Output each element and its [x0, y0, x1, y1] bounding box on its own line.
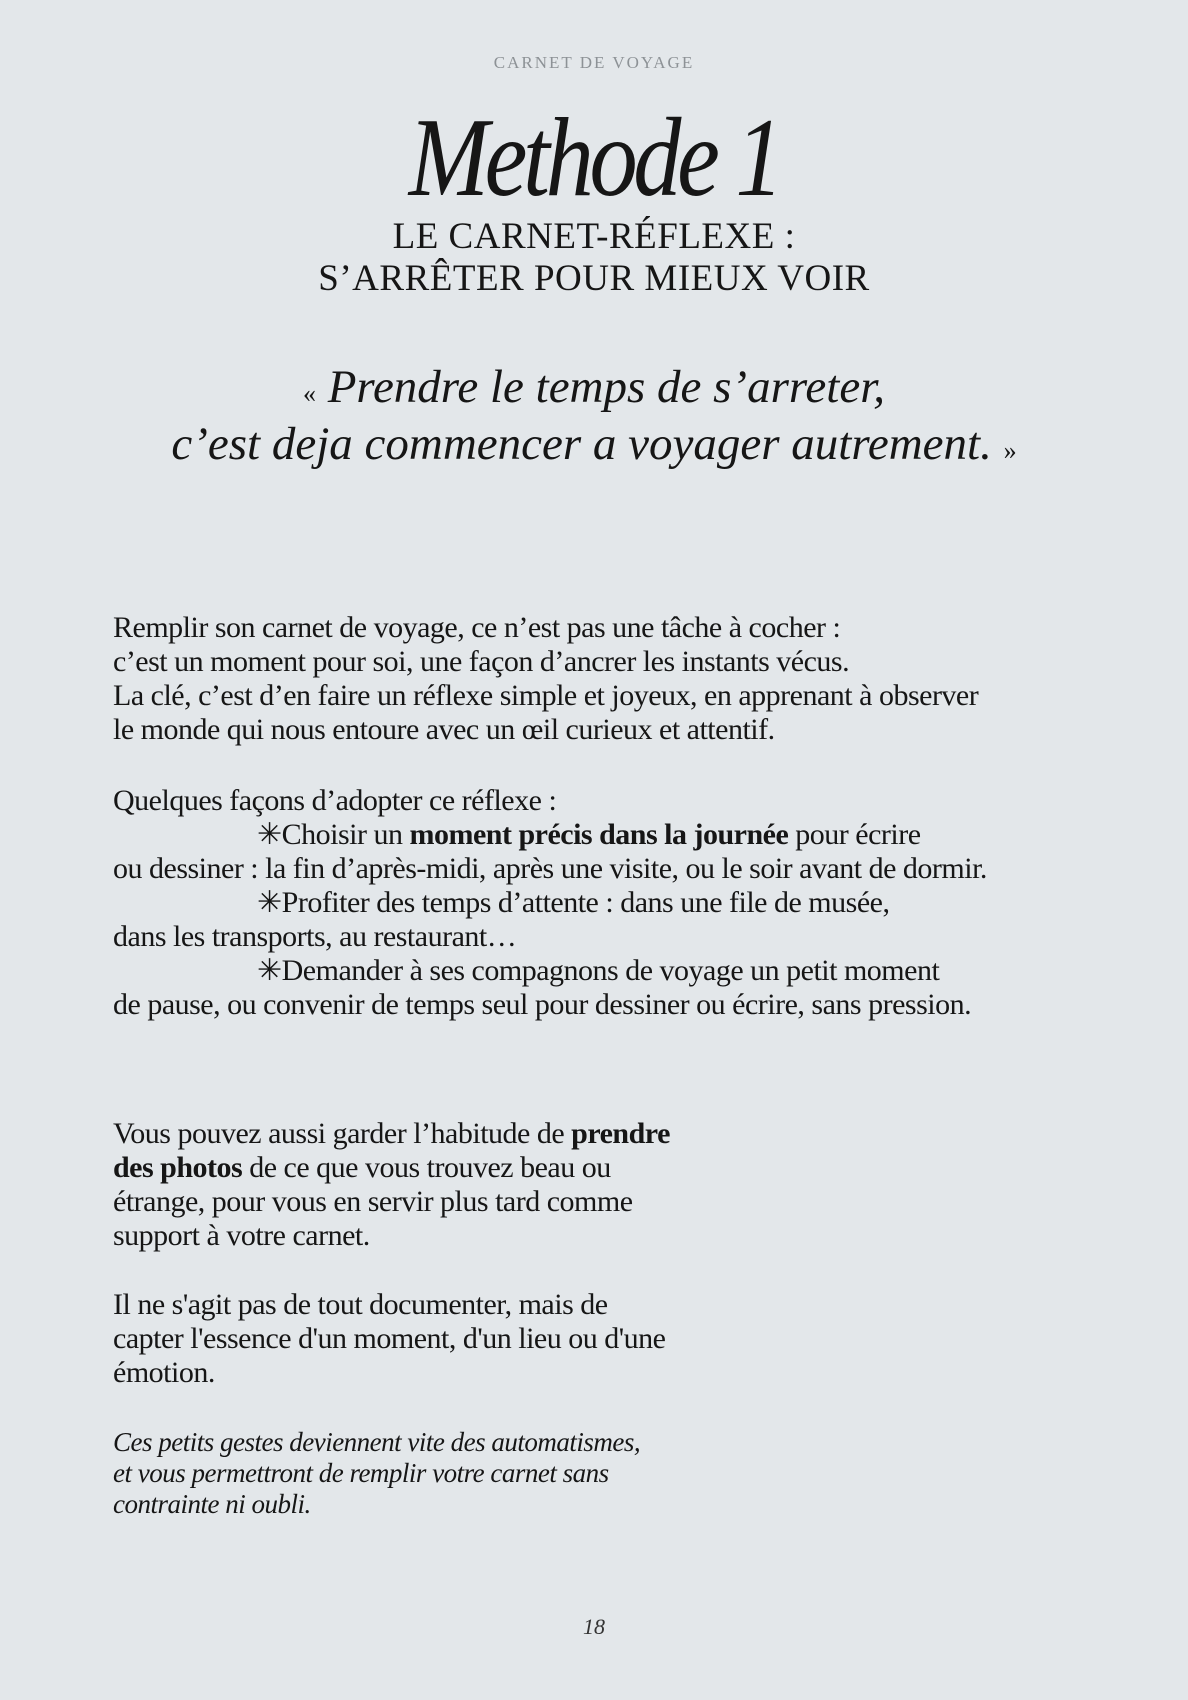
list-item-continuation: dans les transports, au restaurant…	[113, 920, 517, 953]
quote-text-1: Prendre le temps de s’arreter,	[327, 361, 886, 413]
running-head: CARNET DE VOYAGE	[493, 53, 695, 72]
item2-text: Profiter des temps d’attente : dans une file de musée,	[281, 886, 890, 919]
photos-line-1	[113, 1117, 753, 1151]
photos-l1-pre: Vous pouvez aussi garder l’habitude de	[113, 1117, 565, 1150]
intro-line: le monde qui nous entoure avec un œil curieux et attentif.	[113, 713, 775, 746]
intro-line: Remplir son carnet de voyage, ce n’est pas une tâche à cocher :	[113, 611, 841, 644]
intro-line: c’est un moment pour soi, une façon d’ancrer les instants vécus.	[113, 645, 850, 678]
quote-close-mark: »	[1003, 436, 1017, 465]
subtitle-line-2: S’ARRÊTER POUR MIEUX VOIR	[318, 258, 870, 299]
ways-heading: Quelques façons d’adopter ce réflexe :	[113, 784, 557, 817]
asterisk-icon: ✳	[257, 818, 282, 851]
page-number: 18	[583, 1614, 605, 1639]
photos-l2-post: de ce que vous trouvez beau ou	[249, 1151, 611, 1184]
item3-text: Demander à ses compagnons de voyage un petit moment	[281, 954, 940, 987]
closing-paragraph	[113, 1427, 753, 1520]
item1-pre: Choisir un	[281, 818, 403, 851]
photos-paragraph	[113, 1117, 753, 1253]
essence-line: capter l'essence d'un moment, d'un lieu ou d'une	[113, 1322, 666, 1355]
ways-list	[113, 784, 1073, 1022]
photos-line-2	[113, 1151, 753, 1185]
photos-l1-bold: prendre	[571, 1117, 670, 1150]
intro-line: La clé, c’est d’en faire un réflexe simple et joyeux, en apprenant à observer	[113, 679, 979, 712]
essence-paragraph	[113, 1288, 753, 1390]
list-item	[113, 818, 1073, 852]
asterisk-icon: ✳	[257, 954, 282, 987]
essence-line: émotion.	[113, 1356, 215, 1389]
list-item-continuation: ou dessiner : la fin d’après-midi, après une visite, ou le soir avant de dormir.	[113, 852, 987, 885]
quote-open-mark: «	[302, 379, 316, 408]
photos-line-4: support à votre carnet.	[113, 1219, 370, 1252]
essence-line: Il ne s'agit pas de tout documenter, mais de	[113, 1288, 608, 1321]
item1-bold: moment précis dans la journée	[409, 818, 789, 851]
asterisk-icon: ✳	[257, 886, 282, 919]
intro-paragraph	[113, 611, 1073, 747]
photos-l2-bold: des photos	[113, 1151, 243, 1184]
item1-post: pour écrire	[795, 818, 921, 851]
page-title: Methode 1	[408, 96, 780, 220]
quote-line-2	[0, 419, 1188, 476]
list-item-continuation: de pause, ou convenir de temps seul pour dessiner ou écrire, sans pression.	[113, 988, 972, 1021]
quote-line-1	[0, 362, 1188, 419]
subtitle-line-1: LE CARNET-RÉFLEXE :	[392, 216, 796, 257]
list-item	[113, 886, 1073, 920]
closing-line: contrainte ni oubli.	[113, 1489, 311, 1519]
photos-line-3: étrange, pour vous en servir plus tard comme	[113, 1185, 633, 1218]
subtitle	[0, 216, 1188, 300]
pull-quote	[0, 362, 1188, 476]
closing-line: Ces petits gestes deviennent vite des automatismes,	[113, 1427, 641, 1457]
closing-line: et vous permettront de remplir votre carnet sans	[113, 1458, 609, 1488]
list-item	[113, 954, 1073, 988]
quote-text-2: c’est deja commencer a voyager autrement.	[171, 418, 992, 470]
